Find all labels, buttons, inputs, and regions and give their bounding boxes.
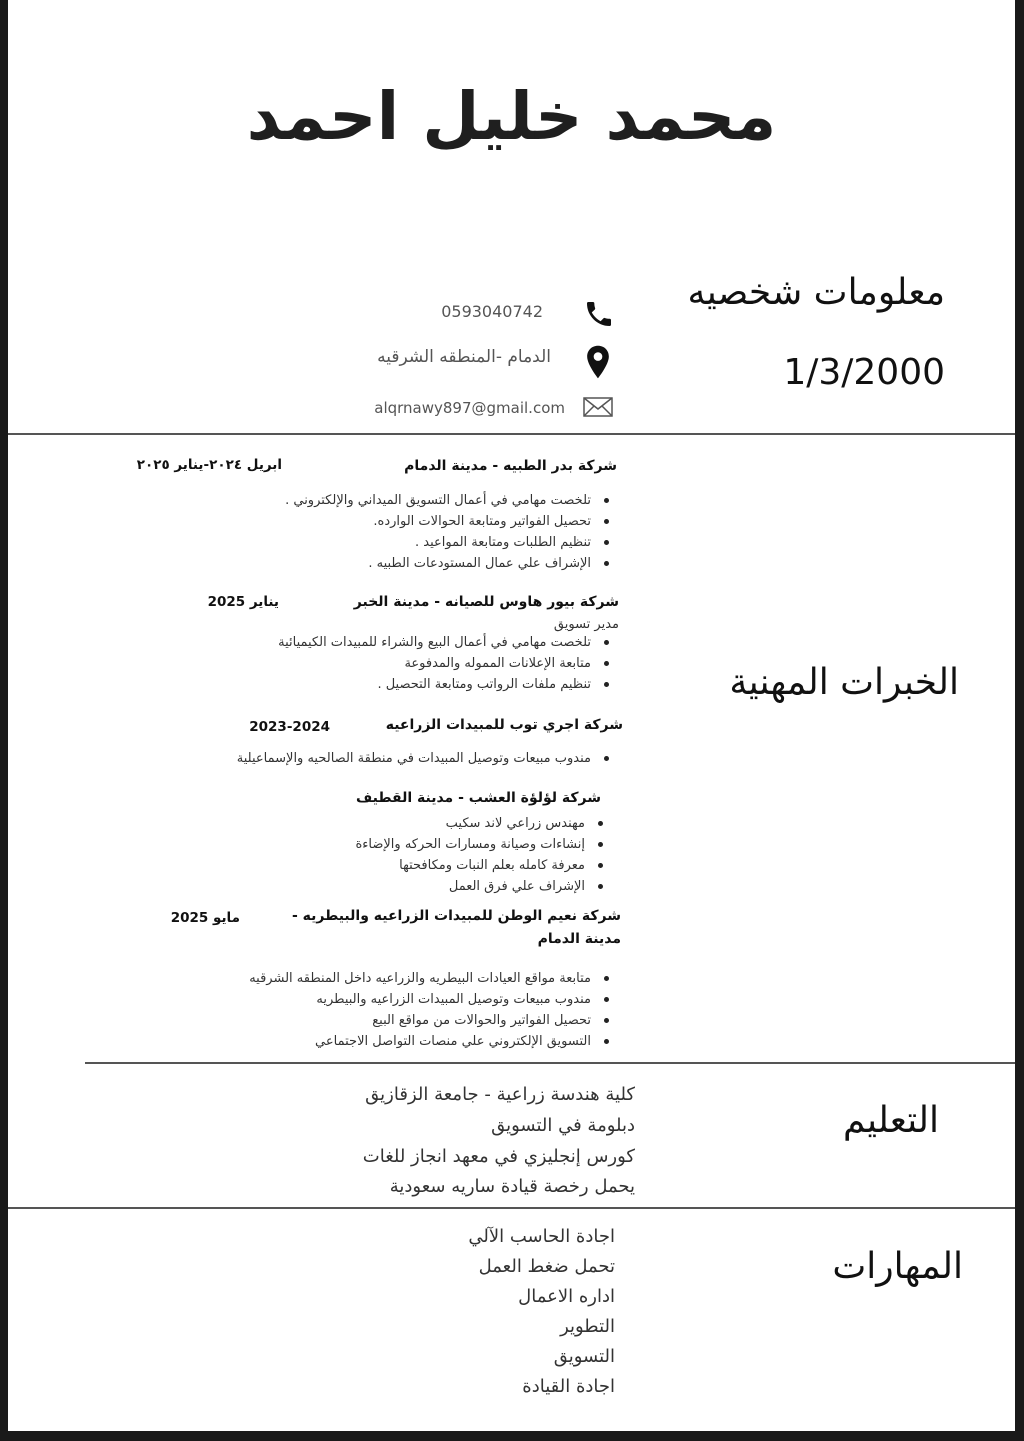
- job-company: شركة نعيم الوطن للمبيدات الزراعيه والبيطريه -: [291, 908, 621, 924]
- job-company: شركة اجري توب للمبيدات الزراعيه: [385, 717, 623, 733]
- job-bullet: الإشراف علي عمال المستودعات الطبيه .: [285, 553, 611, 574]
- job-bullets: [237, 748, 611, 769]
- job-date: مايو 2025: [170, 910, 240, 926]
- job-company: شركة بيور هاوس للصيانه - مدينة الخبر: [353, 594, 619, 610]
- job-date: يناير 2025: [207, 594, 279, 610]
- job-bullet: التسويق الإلكتروني علي منصات التواصل الاجتماعي: [249, 1031, 611, 1052]
- job-bullet: إنشاءات وصيانة ومسارات الحركه والإضاءة: [355, 834, 605, 855]
- job-bullet: تلخصت مهامي في أعمال البيع والشراء للمبيدات الكيميائية: [278, 632, 611, 653]
- job-role: مدير تسويق: [553, 617, 619, 632]
- birth-date: 1/3/2000: [783, 352, 945, 393]
- job-date: 2023-2024: [249, 719, 330, 735]
- job-bullets: [285, 490, 611, 574]
- envelope-icon: [583, 397, 613, 417]
- location-pin-icon: [585, 344, 611, 380]
- job-bullets: [249, 968, 611, 1052]
- phone-icon: [583, 298, 615, 330]
- resume-page: [8, 0, 1015, 1431]
- job-bullet: معرفة كامله بعلم النبات ومكافحتها: [355, 855, 605, 876]
- skill-item: اجادة القيادة: [522, 1376, 615, 1397]
- job-bullet: مندوب مبيعات وتوصيل المبيدات الزراعيه والبيطريه: [249, 989, 611, 1010]
- email-address[interactable]: alqrnawy897@gmail.com: [374, 399, 565, 417]
- job-company: شركة بدر الطبيه - مدينة الدمام: [404, 458, 617, 474]
- skills-title: المهارات: [832, 1246, 963, 1287]
- job-bullets: [355, 813, 605, 897]
- skill-item: تحمل ضغط العمل: [478, 1256, 615, 1277]
- job-bullet: تنظيم الطلبات ومتابعة المواعيد .: [285, 532, 611, 553]
- job-bullet: الإشراف علي فرق العمل: [355, 876, 605, 897]
- job-bullet: متابعة الإعلانات المموله والمدفوعة: [278, 653, 611, 674]
- skills-list: [468, 1226, 615, 1406]
- skill-item: التسويق: [553, 1346, 615, 1367]
- job-bullet: تحصيل الفواتير والحوالات من مواقع البيع: [249, 1010, 611, 1031]
- job-bullet: مندوب مبيعات وتوصيل المبيدات في منطقة الصالحيه والإسماعيلية: [237, 748, 611, 769]
- phone-number: 0593040742: [441, 302, 543, 321]
- education-item: دبلومة في التسويق: [491, 1115, 635, 1136]
- job-company-line2: مدينة الدمام: [537, 931, 621, 947]
- education-item: يحمل رخصة قيادة ساريه سعودية: [389, 1176, 635, 1197]
- experience-title: الخبرات المهنية: [729, 662, 959, 703]
- divider-personal: [8, 433, 1015, 435]
- job-bullets: [278, 632, 611, 695]
- job-bullet: تحصيل الفواتير ومتابعة الحوالات الوارده.: [285, 511, 611, 532]
- location-text: الدمام -المنطقه الشرقيه: [377, 347, 551, 367]
- education-item: كلية هندسة زراعية - جامعة الزقازيق: [365, 1084, 635, 1105]
- skill-item: اداره الاعمال: [518, 1286, 615, 1307]
- education-item: كورس إنجليزي في معهد انجاز للغات: [362, 1146, 635, 1167]
- personal-info-title: معلومات شخصيه: [687, 272, 945, 313]
- job-bullet: تلخصت مهامي في أعمال التسويق الميداني والإلكتروني .: [285, 490, 611, 511]
- candidate-name: محمد خليل احمد: [246, 78, 777, 155]
- education-title: التعليم: [843, 1100, 939, 1141]
- education-list: [363, 1084, 635, 1206]
- job-bullet: متابعة مواقع العيادات البيطريه والزراعيه داخل المنطقه الشرقيه: [249, 968, 611, 989]
- job-date: ابريل ٢٠٢٤-يناير ٢٠٢٥: [136, 457, 282, 473]
- job-bullet: تنظيم ملفات الرواتب ومتابعة التحصيل .: [278, 674, 611, 695]
- skill-item: التطوير: [560, 1316, 615, 1337]
- job-bullet: مهندس زراعي لاند سكيب: [355, 813, 605, 834]
- divider-education: [8, 1207, 1015, 1209]
- divider-experience: [85, 1062, 1015, 1064]
- skill-item: اجادة الحاسب الآلي: [468, 1226, 615, 1247]
- job-company: شركة لؤلؤة العشب - مدينة القطيف: [355, 790, 601, 806]
